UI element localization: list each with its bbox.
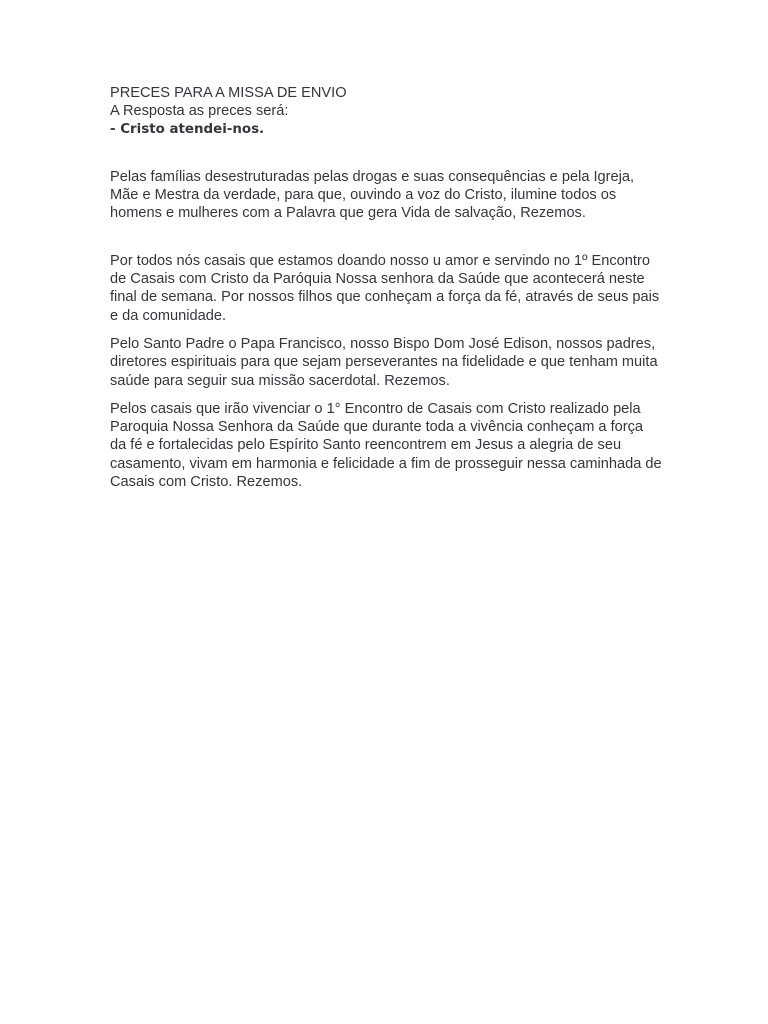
prayer-paragraph: Pelo Santo Padre o Papa Francisco, nosso Bispo Dom José Edison, nossos padres, diretores espirituais para que sejam perseverantes na fidelidade e que tenham muita saúde para seguir sua missão sacerdotal. Rezemos. [110, 335, 658, 389]
prayer-paragraph: Pelos casais que irão vivenciar o 1° Encontro de Casais com Cristo realizado pela Paroquia Nossa Senhora da Saúde que durante toda a vivência conheçam a força da fé e fortalecidas pelo Espírito Santo reencontrem em Jesus a alegria de seu casamento, vivam em harmonia e felicidade a fim de prosseguir nessa caminhada de Casais com Cristo. Rezemos. [110, 400, 662, 491]
response-intro: A Resposta as preces será: [110, 103, 289, 120]
response-text: - Cristo atendei-nos. [110, 121, 265, 137]
document-title: PRECES PARA A MISSA DE ENVIO [110, 85, 347, 101]
prayer-paragraph: Pelas famílias desestruturadas pelas drogas e suas consequências e pela Igreja, Mãe e Mestra da verdade, para que, ouvindo a voz do Cristo, ilumine todos os homens e mulheres com a Palavra que gera Vida de salvação, Rezemos. [110, 168, 635, 222]
document-page [110, 84, 662, 491]
prayer-paragraph: Por todos nós casais que estamos doando nosso u amor e servindo no 1º Encontro de Casais com Cristo da Paróquia Nossa senhora da Saúde que acontecerá neste final de semana. Por nossos filhos que conheçam a força da fé, através de seus pais e da comunidade. [110, 252, 660, 324]
